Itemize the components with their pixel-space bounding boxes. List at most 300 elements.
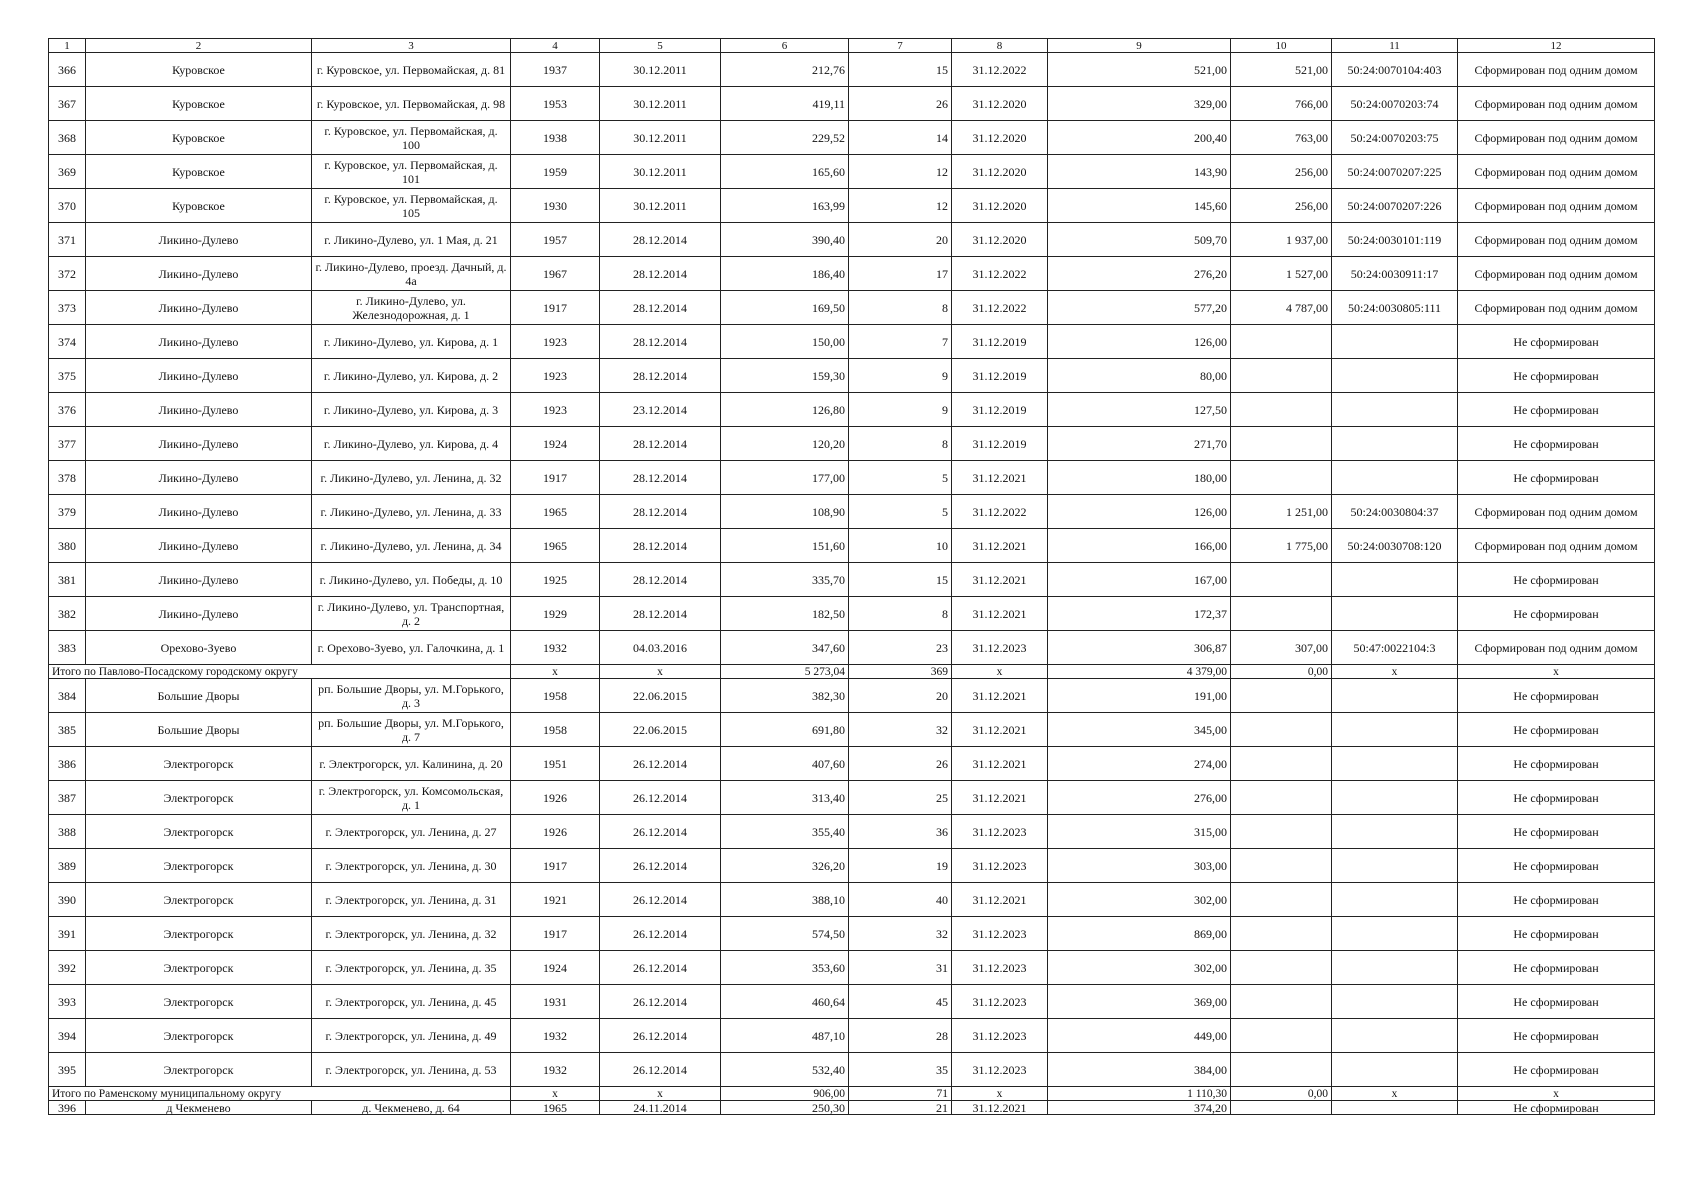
- resettlement-deadline-cell: 31.12.2021: [952, 713, 1048, 747]
- land-plot-area-cell: [1231, 951, 1332, 985]
- row-number-cell: 379: [49, 495, 86, 529]
- resettlement-deadline-cell: 31.12.2023: [952, 1053, 1048, 1087]
- residents-count-cell: 35: [849, 1053, 952, 1087]
- locality-cell: Электрогорск: [86, 883, 312, 917]
- resettlement-deadline-cell: 31.12.2020: [952, 121, 1048, 155]
- land-status-cell: Сформирован под одним домом: [1458, 155, 1655, 189]
- year-built-cell: 1926: [511, 781, 600, 815]
- column-header-11: 11: [1332, 39, 1458, 53]
- cadastral-number-cell: [1332, 393, 1458, 427]
- land-status-cell: Сформирован под одним домом: [1458, 121, 1655, 155]
- subtotal-resettlement-deadline: x: [952, 1087, 1048, 1101]
- land-plot-area-cell: 1 527,00: [1231, 257, 1332, 291]
- year-built-cell: 1929: [511, 597, 600, 631]
- address-cell: г. Куровское, ул. Первомайская, д. 100: [312, 121, 511, 155]
- land-plot-area-cell: [1231, 325, 1332, 359]
- locality-cell: Орехово-Зуево: [86, 631, 312, 665]
- land-status-cell: Сформирован под одним домом: [1458, 223, 1655, 257]
- locality-cell: Ликино-Дулево: [86, 291, 312, 325]
- address-cell: г. Куровское, ул. Первомайская, д. 81: [312, 53, 511, 87]
- table-row: [49, 815, 1655, 849]
- resettlement-deadline-cell: 31.12.2022: [952, 257, 1048, 291]
- locality-cell: Электрогорск: [86, 849, 312, 883]
- inclusion-date-cell: 30.12.2011: [600, 121, 721, 155]
- table-row: [49, 883, 1655, 917]
- land-status-cell: Не сформирован: [1458, 951, 1655, 985]
- cadastral-number-cell: 50:24:0030101:119: [1332, 223, 1458, 257]
- row-number-cell: 396: [49, 1101, 86, 1115]
- locality-cell: Куровское: [86, 87, 312, 121]
- row-number-cell: 374: [49, 325, 86, 359]
- residents-count-cell: 26: [849, 87, 952, 121]
- resettlement-deadline-cell: 31.12.2022: [952, 291, 1048, 325]
- cadastral-number-cell: [1332, 359, 1458, 393]
- year-built-cell: 1923: [511, 393, 600, 427]
- address-cell: г. Ликино-Дулево, ул. Победы, д. 10: [312, 563, 511, 597]
- table-row: [49, 1101, 1655, 1115]
- address-cell: д. Чекменево, д. 64: [312, 1101, 511, 1115]
- subtotal-land-plot-area: 0,00: [1231, 1087, 1332, 1101]
- subtotal-row: [49, 1087, 1655, 1101]
- land-area-cell: 329,00: [1048, 87, 1231, 121]
- year-built-cell: 1921: [511, 883, 600, 917]
- inclusion-date-cell: 28.12.2014: [600, 291, 721, 325]
- locality-cell: Электрогорск: [86, 951, 312, 985]
- year-built-cell: 1931: [511, 985, 600, 1019]
- table-row: [49, 529, 1655, 563]
- total-area-cell: 691,80: [721, 713, 849, 747]
- address-cell: г. Электрогорск, ул. Ленина, д. 31: [312, 883, 511, 917]
- total-area-cell: 355,40: [721, 815, 849, 849]
- table-row: [49, 189, 1655, 223]
- year-built-cell: 1932: [511, 1019, 600, 1053]
- column-header-10: 10: [1231, 39, 1332, 53]
- residents-count-cell: 8: [849, 427, 952, 461]
- land-plot-area-cell: [1231, 597, 1332, 631]
- year-built-cell: 1925: [511, 563, 600, 597]
- locality-cell: Электрогорск: [86, 815, 312, 849]
- land-area-cell: 449,00: [1048, 1019, 1231, 1053]
- land-status-cell: Не сформирован: [1458, 917, 1655, 951]
- land-area-cell: 315,00: [1048, 815, 1231, 849]
- land-area-cell: 126,00: [1048, 495, 1231, 529]
- residents-count-cell: 7: [849, 325, 952, 359]
- cadastral-number-cell: 50:47:0022104:3: [1332, 631, 1458, 665]
- residents-count-cell: 28: [849, 1019, 952, 1053]
- residents-count-cell: 45: [849, 985, 952, 1019]
- total-area-cell: 313,40: [721, 781, 849, 815]
- inclusion-date-cell: 24.11.2014: [600, 1101, 721, 1115]
- land-plot-area-cell: 521,00: [1231, 53, 1332, 87]
- cadastral-number-cell: [1332, 563, 1458, 597]
- land-status-cell: Сформирован под одним домом: [1458, 529, 1655, 563]
- cadastral-number-cell: [1332, 427, 1458, 461]
- total-area-cell: 212,76: [721, 53, 849, 87]
- cadastral-number-cell: [1332, 849, 1458, 883]
- cadastral-number-cell: [1332, 883, 1458, 917]
- locality-cell: Электрогорск: [86, 917, 312, 951]
- locality-cell: Ликино-Дулево: [86, 359, 312, 393]
- land-plot-area-cell: [1231, 1019, 1332, 1053]
- year-built-cell: 1930: [511, 189, 600, 223]
- residents-count-cell: 12: [849, 155, 952, 189]
- cadastral-number-cell: 50:24:0070104:403: [1332, 53, 1458, 87]
- land-area-cell: 274,00: [1048, 747, 1231, 781]
- land-area-cell: 172,37: [1048, 597, 1231, 631]
- cadastral-number-cell: 50:24:0070203:74: [1332, 87, 1458, 121]
- inclusion-date-cell: 26.12.2014: [600, 951, 721, 985]
- land-status-cell: Не сформирован: [1458, 883, 1655, 917]
- address-cell: г. Ликино-Дулево, проезд. Дачный, д. 4а: [312, 257, 511, 291]
- land-plot-area-cell: [1231, 359, 1332, 393]
- row-number-cell: 386: [49, 747, 86, 781]
- resettlement-deadline-cell: 31.12.2019: [952, 325, 1048, 359]
- land-plot-area-cell: [1231, 563, 1332, 597]
- table-row: [49, 257, 1655, 291]
- locality-cell: Ликино-Дулево: [86, 257, 312, 291]
- resettlement-deadline-cell: 31.12.2023: [952, 985, 1048, 1019]
- cadastral-number-cell: [1332, 597, 1458, 631]
- cadastral-number-cell: 50:24:0070203:75: [1332, 121, 1458, 155]
- locality-cell: Ликино-Дулево: [86, 325, 312, 359]
- cadastral-number-cell: [1332, 781, 1458, 815]
- year-built-cell: 1953: [511, 87, 600, 121]
- locality-cell: Ликино-Дулево: [86, 427, 312, 461]
- address-cell: г. Электрогорск, ул. Комсомольская, д. 1: [312, 781, 511, 815]
- table-row: [49, 121, 1655, 155]
- subtotal-residents-count: 369: [849, 665, 952, 679]
- cadastral-number-cell: 50:24:0030708:120: [1332, 529, 1458, 563]
- inclusion-date-cell: 26.12.2014: [600, 985, 721, 1019]
- resettlement-deadline-cell: 31.12.2019: [952, 393, 1048, 427]
- residents-count-cell: 5: [849, 461, 952, 495]
- column-header-3: 3: [312, 39, 511, 53]
- land-status-cell: Сформирован под одним домом: [1458, 189, 1655, 223]
- cadastral-number-cell: [1332, 747, 1458, 781]
- land-area-cell: 521,00: [1048, 53, 1231, 87]
- address-cell: г. Электрогорск, ул. Ленина, д. 53: [312, 1053, 511, 1087]
- subtotal-year-built: x: [511, 1087, 600, 1101]
- locality-cell: Электрогорск: [86, 781, 312, 815]
- table-row: [49, 427, 1655, 461]
- year-built-cell: 1958: [511, 679, 600, 713]
- cadastral-number-cell: 50:24:0070207:226: [1332, 189, 1458, 223]
- table-row: [49, 781, 1655, 815]
- land-area-cell: 167,00: [1048, 563, 1231, 597]
- row-number-cell: 376: [49, 393, 86, 427]
- total-area-cell: 353,60: [721, 951, 849, 985]
- year-built-cell: 1938: [511, 121, 600, 155]
- table-row: [49, 325, 1655, 359]
- year-built-cell: 1965: [511, 495, 600, 529]
- land-area-cell: 166,00: [1048, 529, 1231, 563]
- cadastral-number-cell: [1332, 1101, 1458, 1115]
- year-built-cell: 1932: [511, 631, 600, 665]
- residents-count-cell: 20: [849, 679, 952, 713]
- year-built-cell: 1957: [511, 223, 600, 257]
- inclusion-date-cell: 30.12.2011: [600, 87, 721, 121]
- inclusion-date-cell: 28.12.2014: [600, 325, 721, 359]
- row-number-cell: 382: [49, 597, 86, 631]
- cadastral-number-cell: [1332, 985, 1458, 1019]
- land-plot-area-cell: 1 251,00: [1231, 495, 1332, 529]
- inclusion-date-cell: 28.12.2014: [600, 461, 721, 495]
- year-built-cell: 1917: [511, 849, 600, 883]
- land-area-cell: 302,00: [1048, 883, 1231, 917]
- land-status-cell: Не сформирован: [1458, 325, 1655, 359]
- address-cell: г. Ликино-Дулево, ул. Кирова, д. 1: [312, 325, 511, 359]
- total-area-cell: 390,40: [721, 223, 849, 257]
- land-plot-area-cell: 763,00: [1231, 121, 1332, 155]
- row-number-cell: 392: [49, 951, 86, 985]
- row-number-cell: 388: [49, 815, 86, 849]
- land-plot-area-cell: [1231, 1053, 1332, 1087]
- land-area-cell: 180,00: [1048, 461, 1231, 495]
- row-number-cell: 385: [49, 713, 86, 747]
- total-area-cell: 407,60: [721, 747, 849, 781]
- inclusion-date-cell: 30.12.2011: [600, 189, 721, 223]
- total-area-cell: 177,00: [721, 461, 849, 495]
- subtotal-label: Итого по Павлово-Посадскому городскому округу: [49, 665, 511, 679]
- year-built-cell: 1926: [511, 815, 600, 849]
- year-built-cell: 1917: [511, 461, 600, 495]
- subtotal-inclusion-date: x: [600, 1087, 721, 1101]
- inclusion-date-cell: 23.12.2014: [600, 393, 721, 427]
- land-area-cell: 577,20: [1048, 291, 1231, 325]
- land-status-cell: Не сформирован: [1458, 679, 1655, 713]
- row-number-cell: 370: [49, 189, 86, 223]
- address-cell: г. Ликино-Дулево, ул. Ленина, д. 32: [312, 461, 511, 495]
- locality-cell: Ликино-Дулево: [86, 393, 312, 427]
- land-plot-area-cell: 4 787,00: [1231, 291, 1332, 325]
- land-area-cell: 345,00: [1048, 713, 1231, 747]
- residents-count-cell: 14: [849, 121, 952, 155]
- land-status-cell: Не сформирован: [1458, 747, 1655, 781]
- land-status-cell: Сформирован под одним домом: [1458, 631, 1655, 665]
- table-row: [49, 713, 1655, 747]
- land-status-cell: Не сформирован: [1458, 815, 1655, 849]
- total-area-cell: 163,99: [721, 189, 849, 223]
- column-number-header: [49, 39, 1655, 53]
- land-plot-area-cell: [1231, 917, 1332, 951]
- resettlement-deadline-cell: 31.12.2023: [952, 631, 1048, 665]
- residents-count-cell: 32: [849, 713, 952, 747]
- year-built-cell: 1924: [511, 951, 600, 985]
- table-row: [49, 223, 1655, 257]
- address-cell: г. Ликино-Дулево, ул. Ленина, д. 34: [312, 529, 511, 563]
- resettlement-deadline-cell: 31.12.2020: [952, 155, 1048, 189]
- row-number-cell: 378: [49, 461, 86, 495]
- land-area-cell: 276,20: [1048, 257, 1231, 291]
- resettlement-deadline-cell: 31.12.2021: [952, 1101, 1048, 1115]
- address-cell: г. Ликино-Дулево, ул. Ленина, д. 33: [312, 495, 511, 529]
- address-cell: рп. Большие Дворы, ул. М.Горького, д. 7: [312, 713, 511, 747]
- total-area-cell: 419,11: [721, 87, 849, 121]
- land-status-cell: Не сформирован: [1458, 849, 1655, 883]
- land-plot-area-cell: 256,00: [1231, 189, 1332, 223]
- inclusion-date-cell: 28.12.2014: [600, 257, 721, 291]
- table-row: [49, 563, 1655, 597]
- inclusion-date-cell: 26.12.2014: [600, 849, 721, 883]
- total-area-cell: 388,10: [721, 883, 849, 917]
- address-cell: г. Ликино-Дулево, ул. Кирова, д. 3: [312, 393, 511, 427]
- subtotal-row: [49, 665, 1655, 679]
- residents-count-cell: 26: [849, 747, 952, 781]
- row-number-cell: 383: [49, 631, 86, 665]
- locality-cell: Ликино-Дулево: [86, 223, 312, 257]
- residents-count-cell: 23: [849, 631, 952, 665]
- column-header-4: 4: [511, 39, 600, 53]
- land-area-cell: 127,50: [1048, 393, 1231, 427]
- land-status-cell: Не сформирован: [1458, 597, 1655, 631]
- subtotal-land-plot-area: 0,00: [1231, 665, 1332, 679]
- row-number-cell: 377: [49, 427, 86, 461]
- year-built-cell: 1917: [511, 917, 600, 951]
- land-plot-area-cell: [1231, 815, 1332, 849]
- address-cell: г. Электрогорск, ул. Ленина, д. 49: [312, 1019, 511, 1053]
- subtotal-year-built: x: [511, 665, 600, 679]
- locality-cell: Куровское: [86, 155, 312, 189]
- locality-cell: д Чекменево: [86, 1101, 312, 1115]
- year-built-cell: 1965: [511, 1101, 600, 1115]
- table-row: [49, 917, 1655, 951]
- land-status-cell: Сформирован под одним домом: [1458, 291, 1655, 325]
- land-plot-area-cell: [1231, 849, 1332, 883]
- inclusion-date-cell: 22.06.2015: [600, 713, 721, 747]
- table-row: [49, 291, 1655, 325]
- table-row: [49, 461, 1655, 495]
- cadastral-number-cell: [1332, 917, 1458, 951]
- inclusion-date-cell: 26.12.2014: [600, 1019, 721, 1053]
- cadastral-number-cell: 50:24:0030805:111: [1332, 291, 1458, 325]
- resettlement-deadline-cell: 31.12.2021: [952, 747, 1048, 781]
- row-number-cell: 384: [49, 679, 86, 713]
- row-number-cell: 369: [49, 155, 86, 189]
- year-built-cell: 1923: [511, 325, 600, 359]
- inclusion-date-cell: 28.12.2014: [600, 359, 721, 393]
- inclusion-date-cell: 28.12.2014: [600, 427, 721, 461]
- resettlement-deadline-cell: 31.12.2023: [952, 917, 1048, 951]
- land-area-cell: 302,00: [1048, 951, 1231, 985]
- land-status-cell: Не сформирован: [1458, 359, 1655, 393]
- resettlement-deadline-cell: 31.12.2021: [952, 563, 1048, 597]
- land-area-cell: 145,60: [1048, 189, 1231, 223]
- table-row: [49, 985, 1655, 1019]
- address-cell: г. Ликино-Дулево, ул. Железнодорожная, д. 1: [312, 291, 511, 325]
- total-area-cell: 150,00: [721, 325, 849, 359]
- residents-count-cell: 9: [849, 393, 952, 427]
- table-row: [49, 495, 1655, 529]
- land-area-cell: 143,90: [1048, 155, 1231, 189]
- residents-count-cell: 12: [849, 189, 952, 223]
- residents-count-cell: 17: [849, 257, 952, 291]
- row-number-cell: 367: [49, 87, 86, 121]
- land-area-cell: 191,00: [1048, 679, 1231, 713]
- land-plot-area-cell: [1231, 679, 1332, 713]
- row-number-cell: 366: [49, 53, 86, 87]
- total-area-cell: 382,30: [721, 679, 849, 713]
- column-header-12: 12: [1458, 39, 1655, 53]
- row-number-cell: 368: [49, 121, 86, 155]
- column-header-6: 6: [721, 39, 849, 53]
- land-status-cell: Не сформирован: [1458, 461, 1655, 495]
- resettlement-deadline-cell: 31.12.2021: [952, 679, 1048, 713]
- year-built-cell: 1958: [511, 713, 600, 747]
- table-row: [49, 87, 1655, 121]
- subtotal-total-area: 906,00: [721, 1087, 849, 1101]
- land-plot-area-cell: [1231, 781, 1332, 815]
- total-area-cell: 574,50: [721, 917, 849, 951]
- locality-cell: Ликино-Дулево: [86, 529, 312, 563]
- subtotal-land-area: 1 110,30: [1048, 1087, 1231, 1101]
- table-row: [49, 597, 1655, 631]
- inclusion-date-cell: 26.12.2014: [600, 815, 721, 849]
- row-number-cell: 380: [49, 529, 86, 563]
- locality-cell: Куровское: [86, 189, 312, 223]
- row-number-cell: 371: [49, 223, 86, 257]
- address-cell: г. Ликино-Дулево, ул. Транспортная, д. 2: [312, 597, 511, 631]
- table-row: [49, 393, 1655, 427]
- address-cell: г. Электрогорск, ул. Ленина, д. 35: [312, 951, 511, 985]
- cadastral-number-cell: [1332, 951, 1458, 985]
- inclusion-date-cell: 28.12.2014: [600, 597, 721, 631]
- year-built-cell: 1932: [511, 1053, 600, 1087]
- column-header-8: 8: [952, 39, 1048, 53]
- row-number-cell: 390: [49, 883, 86, 917]
- resettlement-deadline-cell: 31.12.2019: [952, 359, 1048, 393]
- cadastral-number-cell: 50:24:0070207:225: [1332, 155, 1458, 189]
- subtotal-label: Итого по Раменскому муниципальному округу: [49, 1087, 511, 1101]
- land-status-cell: Сформирован под одним домом: [1458, 495, 1655, 529]
- residents-count-cell: 36: [849, 815, 952, 849]
- subtotal-cadastral-number: x: [1332, 665, 1458, 679]
- land-area-cell: 303,00: [1048, 849, 1231, 883]
- land-status-cell: Не сформирован: [1458, 563, 1655, 597]
- cadastral-number-cell: 50:24:0030804:37: [1332, 495, 1458, 529]
- row-number-cell: 372: [49, 257, 86, 291]
- address-cell: г. Электрогорск, ул. Ленина, д. 30: [312, 849, 511, 883]
- table-row: [49, 53, 1655, 87]
- inclusion-date-cell: 26.12.2014: [600, 917, 721, 951]
- cadastral-number-cell: [1332, 1053, 1458, 1087]
- land-area-cell: 869,00: [1048, 917, 1231, 951]
- row-number-cell: 373: [49, 291, 86, 325]
- table-row: [49, 631, 1655, 665]
- subtotal-cadastral-number: x: [1332, 1087, 1458, 1101]
- land-area-cell: 374,20: [1048, 1101, 1231, 1115]
- land-status-cell: Не сформирован: [1458, 713, 1655, 747]
- table-row: [49, 747, 1655, 781]
- address-cell: г. Электрогорск, ул. Ленина, д. 32: [312, 917, 511, 951]
- residents-count-cell: 31: [849, 951, 952, 985]
- inclusion-date-cell: 04.03.2016: [600, 631, 721, 665]
- residents-count-cell: 8: [849, 597, 952, 631]
- residents-count-cell: 15: [849, 563, 952, 597]
- total-area-cell: 159,30: [721, 359, 849, 393]
- land-status-cell: Сформирован под одним домом: [1458, 53, 1655, 87]
- locality-cell: Электрогорск: [86, 1053, 312, 1087]
- total-area-cell: 460,64: [721, 985, 849, 1019]
- residents-count-cell: 15: [849, 53, 952, 87]
- address-cell: рп. Большие Дворы, ул. М.Горького, д. 3: [312, 679, 511, 713]
- table-row: [49, 155, 1655, 189]
- subtotal-total-area: 5 273,04: [721, 665, 849, 679]
- address-cell: г. Ликино-Дулево, ул. 1 Мая, д. 21: [312, 223, 511, 257]
- locality-cell: Куровское: [86, 53, 312, 87]
- land-plot-area-cell: [1231, 713, 1332, 747]
- total-area-cell: 186,40: [721, 257, 849, 291]
- year-built-cell: 1965: [511, 529, 600, 563]
